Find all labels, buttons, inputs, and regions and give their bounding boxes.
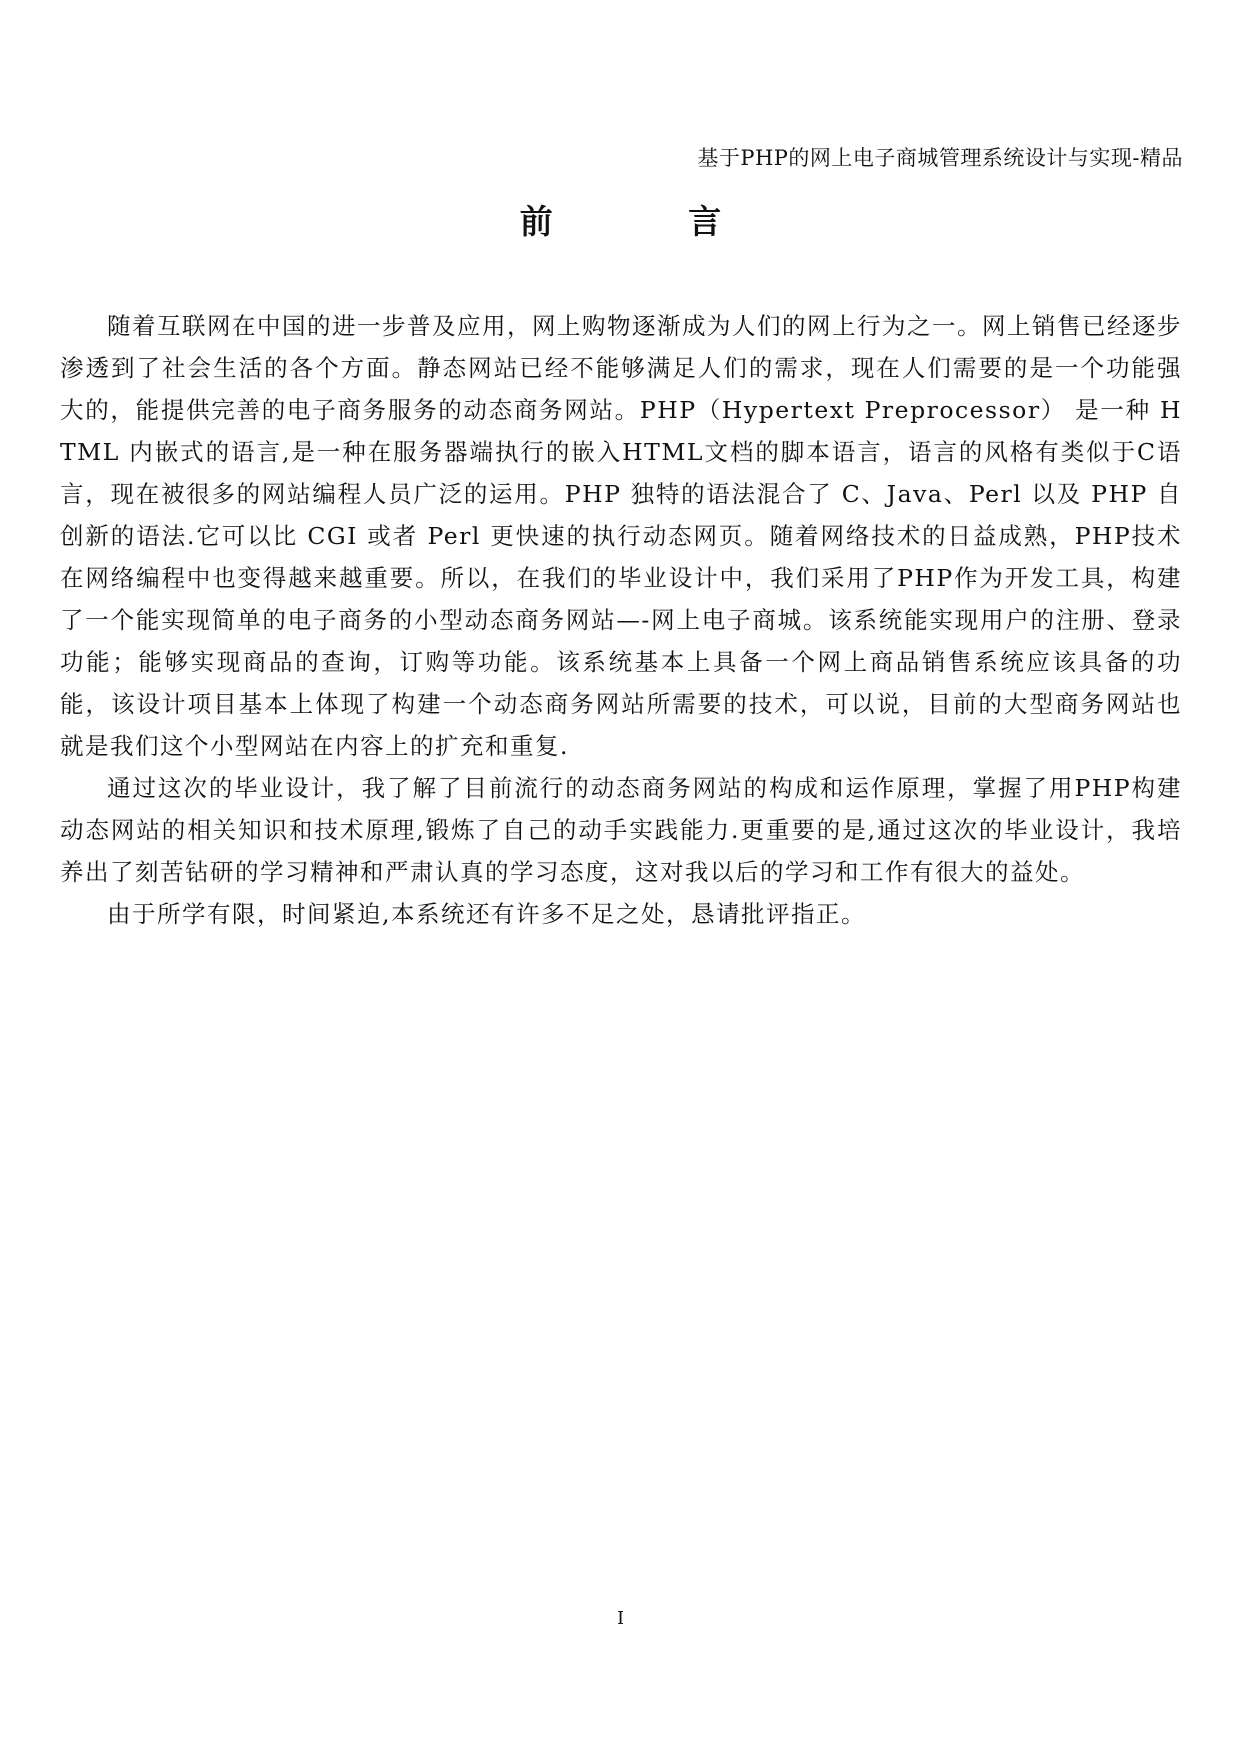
paragraph-intro: 随着互联网在中国的进一步普及应用，网上购物逐渐成为人们的网上行为之一。网上销售已经逐步渗透到了社会生活的各个方面。静态网站已经不能够满足人们的需求，现在人们需要的是一个功能强大的，能提供完善的电子商务服务的动态商务网站。PHP（Hypertext Preprocessor） 是一种 HTML 内嵌式的语言,是一种在服务器端执行的嵌入HTML文档的脚本语言，语言的风格有类似于C语言，现在被很多的网站编程人员广泛的运用。PHP 独特的语法混合了 C、Java、Perl 以及 PHP 自创新的语法.它可以比 CGI 或者 Perl 更快速的执行动态网页。随着网络技术的日益成熟，PHP技术在网络编程中也变得越来越重要。所以，在我们的毕业设计中，我们采用了PHP作为开发工具，构建了一个能实现简单的电子商务的小型动态商务网站—-网上电子商城。该系统能实现用户的注册、登录功能；能够实现商品的查询，订购等功能。该系统基本上具备一个网上商品销售系统应该具备的功能，该设计项目基本上体现了构建一个动态商务网站所需要的技术，可以说，目前的大型商务网站也就是我们这个小型网站在内容上的扩充和重复. — [60, 312, 1182, 760]
page-number: I — [616, 1608, 625, 1629]
body-text — [60, 305, 1182, 935]
running-header: 基于PHP的网上电子商城管理系统设计与实现-精品 — [697, 146, 1183, 170]
paragraph-experience: 通过这次的毕业设计，我了解了目前流行的动态商务网站的构成和运作原理，掌握了用PHP构建动态网站的相关知识和技术原理,锻炼了自己的动手实践能力.更重要的是,通过这次的毕业设计，我培养出了刻苦钻研的学习精神和严肃认真的学习态度，这对我以后的学习和工作有很大的益处。 — [60, 774, 1182, 886]
section-title: 前 言 — [519, 202, 784, 241]
paragraph-closing: 由于所学有限，时间紧迫,本系统还有许多不足之处，恳请批评指正。 — [107, 900, 866, 928]
